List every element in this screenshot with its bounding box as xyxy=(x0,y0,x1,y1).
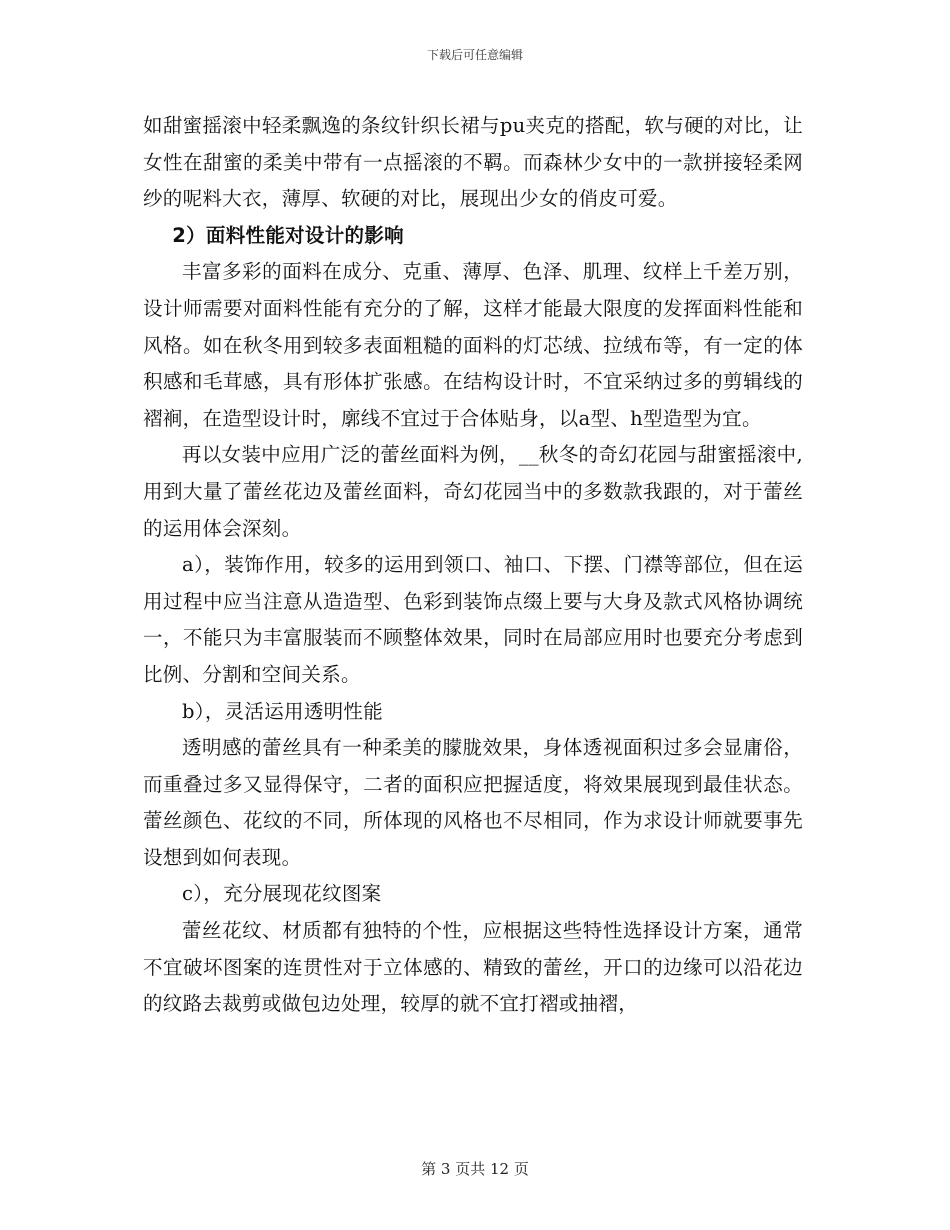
page-footer: 第 3 页共 12 页 xyxy=(421,1160,529,1178)
paragraph-8: 蕾丝花纹、材质都有独特的个性，应根据这些特性选择设计方案，通常不宜破坏图案的连贯性对于立体感的、精致的蕾丝，开口的边缘可以沿花边的纹路去裁剪或做包边处理，较厚的就不宜打褶或抽褶， xyxy=(143,919,803,1016)
subheading-b: b），灵活运用透明性能 xyxy=(182,699,384,723)
subheading-c: c），充分展现花纹图案 xyxy=(182,882,382,906)
document-body xyxy=(143,108,803,1023)
paragraph-4: a），装饰作用，较多的运用到领口、袖口、下摆、门襟等部位，但在运用过程中应当注意从造造型、色彩到装饰点缀上要与大身及款式风格协调统一，不能只为丰富服装而不顾整体效果，同时在局部应用时也要充分考虑到比例、分割和空间关系。 xyxy=(143,553,803,686)
paragraph-6: 透明感的蕾丝具有一种柔美的朦胧效果，身体透视面积过多会显庸俗，而重叠过多又显得保守，二者的面积应把握适度，将效果展现到最佳状态。蕾丝颜色、花纹的不同，所体现的风格也不尽相同，作为求设计师就要事先设想到如何表现。 xyxy=(143,736,803,869)
page-header: 下载后可任意编辑 xyxy=(426,48,523,62)
section-heading: 2）面料性能对设计的影响 xyxy=(172,223,404,247)
paragraph-1: 如甜蜜摇滚中轻柔飘逸的条纹针织长裙与pu夹克的搭配，软与硬的对比，让女性在甜蜜的柔美中带有一点摇滚的不羁。而森林少女中的一款拼接轻柔网纱的呢料大衣，薄厚、软硬的对比，展现出少女的俏皮可爱。 xyxy=(143,114,803,211)
paragraph-3: 再以女装中应用广泛的蕾丝面料为例，__秋冬的奇幻花园与甜蜜摇滚中,用到大量了蕾丝花边及蕾丝面料，奇幻花园当中的多数款我跟的，对于蕾丝的运用体会深刻。 xyxy=(143,443,803,540)
paragraph-2: 丰富多彩的面料在成分、克重、薄厚、色泽、肌理、纹样上千差万别，设计师需要对面料性能有充分的了解，这样才能最大限度的发挥面料性能和风格。如在秋冬用到较多表面粗糙的面料的灯芯绒、拉绒布等，有一定的体积感和毛茸感，具有形体扩张感。在结构设计时，不宜采纳过多的剪辑线的褶裥，在造型设计时，廓线不宜过于合体贴身，以a型、h型造型为宜。 xyxy=(143,260,803,430)
